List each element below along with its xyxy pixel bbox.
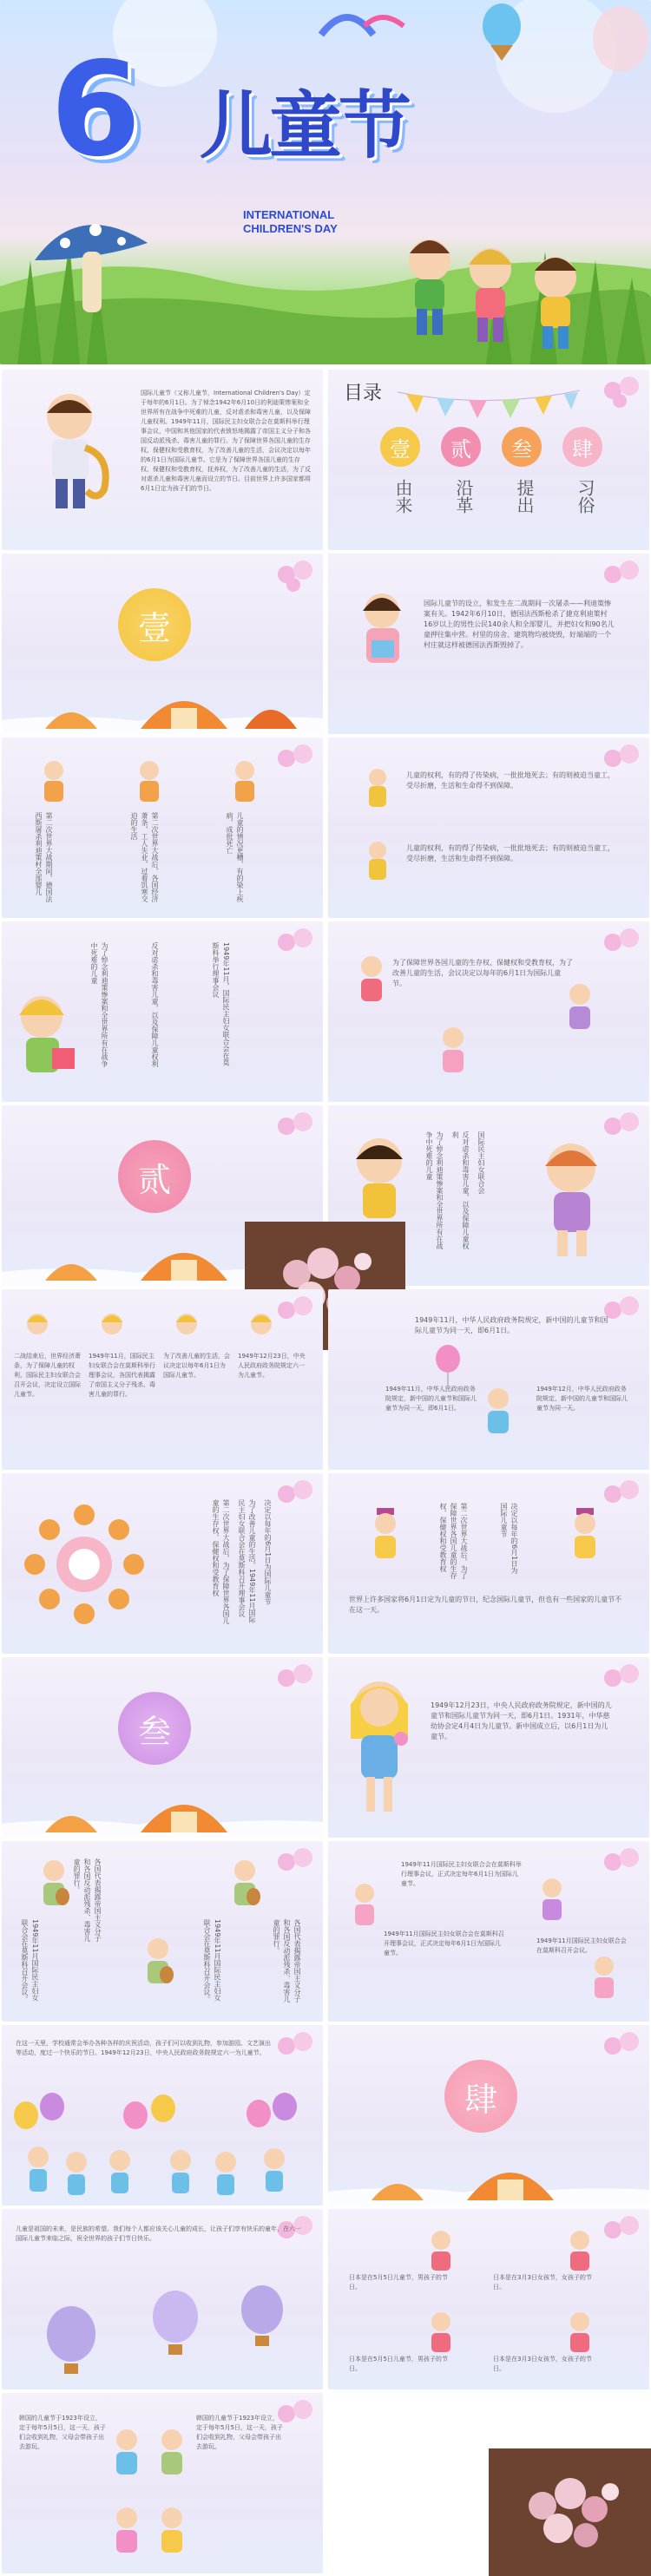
kid-icon [564,2228,595,2271]
kid-icon [132,758,167,805]
custom-item-1: 日本是在5月5日儿童节，男孩子的节日。 [349,2274,448,2291]
body-text: 儿童是祖国的未来，是民族的希望。我们每个人都应该关心儿童的成长，让孩子们享有快乐的童年，在六一国际儿童节来临之际，祝全世界的孩子们节日快乐。 [16,2225,301,2242]
col-text-2: 各国代表揭露帝国主义分子和各国反动派残杀、毒害儿童的罪行。 [73,1858,102,1942]
decor-dots [269,2032,316,2067]
toc-item-1[interactable]: 由来 [392,479,413,514]
col-text-3: 国际民主妇女联合会 [477,1131,485,1194]
toc-title: 目录 [344,383,383,404]
balloon-row-slide [2,2025,323,2206]
balloon-kids-slide [328,1289,649,1470]
section-one-slide [2,554,323,734]
custom-item-2: 日本是在3月3日女孩节，女孩子的节日。 [493,2274,592,2291]
section-three-numeral: 叁 [118,1692,191,1765]
bottom-text: 世界上许多国家将6月1日定为儿童的节日，纪念国际儿童节，但也有一些国家的儿童节不在这一天。 [349,1596,622,1614]
kid-icon [97,1310,127,1345]
guitar-kid-icon [227,1858,262,1911]
decor-dots [269,1480,316,1515]
kid-icon [36,758,71,805]
decor-dots [595,560,642,595]
block-text-2: 1949年11月国际民主妇女联合会在莫斯科召开理事会议，正式决定每年6月1日为国际儿童节。 [384,1930,504,1957]
cover-number: 6 [50,35,141,186]
boy-illustration [349,1135,410,1222]
kid-icon [109,2506,144,2558]
block-text-1: 1949年11月，中华人民政府政务院规定，新中国的儿童节和国际儿童节为同一天，即6月1日。 [385,1386,477,1412]
cheer-kids-slide [328,921,649,1102]
decor-dots [269,560,316,595]
toc-numeral-4: 肆 [562,427,602,467]
flower-girl-slide [328,1657,649,1838]
toc-numeral-1: 壹 [380,427,420,467]
decor-dots [269,1848,316,1883]
kid-icon [247,1310,276,1345]
item-text-1: 儿童的权利，有的得了传染病，一批批地死去；有的则被迫当童工，受尽折磨，生活和生命得不到保障。 [406,771,615,790]
kid-icon [562,982,597,1034]
col-text-3: 儿童的情况更糟，有的染上疾病，成批死亡 [226,812,244,902]
guitar-kids-slide [2,1841,323,2022]
decor-dots [595,928,642,963]
col-text-4: 1949年12月23日，中央人民政府政务院规定六一为儿童节。 [238,1353,306,1379]
flower-bouquet-image [489,2448,651,2576]
dancing-girl-illustration [528,1140,615,1262]
bunting [398,387,580,422]
decor-dots [269,1112,316,1147]
kid-icon [425,2310,457,2353]
section-four-numeral: 肆 [444,2060,517,2133]
mushroom-houses [10,1777,314,1832]
kid-icon [227,758,262,805]
toc-item-2[interactable]: 沿革 [453,479,474,514]
custom-item-3: 日本是在5月5日儿童节，男孩子的节日。 [349,2356,448,2372]
kid-icon [589,1954,620,2001]
kid-icon [564,2310,595,2353]
intro-text: 国际儿童节（又称儿童节，International Children's Day）定于每年的6月1日。为了悼念1942年6月10日的利迪策惨案和全世界所有在战争中死难的儿童，反对虐杀和毒害儿童，以及保障儿童权利。1949年11月，国际民主妇女联合会在莫斯科举行理事会议，中国和其他国家的代表愤怒地揭露了帝国主义分子和各国反动派残杀、毒害儿童的罪行。为了保障世界各国儿童的生存权、保健权和受教育权，为了改善儿童的生活，会议决定以每年的6月1日为国际儿童节。它是为了保障世界各国儿童的生存权、保健权和受教育权，抚养权，为了改善儿童的生活，为了反对虐杀儿童和毒害儿童而设立的节日。目前世界上许多国家都将6月1日定为孩子们的节日。 [141,390,311,492]
origin-slide [328,554,649,734]
kids-with-balloons-illustration [7,2089,319,2199]
cover-subtitle-1: INTERNATIONAL [243,208,335,221]
girl-with-gift-illustration [7,991,80,1095]
three-kids-slide [2,737,323,918]
section-two-numeral: 贰 [118,1140,191,1213]
col-text-4: 各国代表揭露帝国主义分子和各国反动派残杀、毒害儿童的罪行。 [273,1919,301,2002]
section-three-slide [2,1657,323,1838]
flag-kids-slide [328,1473,649,1654]
toc-item-4[interactable]: 习俗 [575,479,595,514]
col-text-2: 第二次世界大战后，各国经济萧条，工人失业，过着饥寒交迫的生活 [130,812,159,902]
guitar-kid-icon [36,1858,71,1911]
block-text-2: 1949年12月，中华人民政府政务院规定，新中国的儿童节和国际儿童节为同一天。 [536,1386,628,1412]
cover-title: 儿童节 [200,83,409,168]
customs-list-slide [328,2209,649,2389]
col-text-2: 韩国的儿童节于1923年设立，定于每年5月5日，这一天，孩子们会收到礼物，父母会带孩子出去游玩。 [196,2415,283,2450]
cover-slide [0,0,651,364]
kid-icon [109,2428,144,2480]
col-text-3: 决定以每年的6月1日为国际儿童节 [264,1499,272,1606]
col-text-1: 韩国的儿童节于1923年设立，定于每年5月5日，这一天，孩子们会收到礼物，父母会带孩子出去游玩。 [19,2415,106,2450]
col-text-1: 二战结束后，世界经济萧条，为了保障儿童的权利，国际民主妇女联合会召开会议，决定设立国际儿童节。 [14,1353,81,1398]
col-text-2: 反对虐杀和毒害儿童，以及保障儿童权利 [151,942,159,1067]
kid-icon [363,767,392,810]
col-text-2: 1949年11月，国际民主妇女联合会在莫斯科举行理事会议，各国代表揭露了帝国主义分子残杀、毒害儿童的罪行。 [89,1353,155,1398]
girl-with-flower-illustration [340,1669,418,1825]
kid-icon [155,2506,189,2558]
body-text: 为了保障世界各国儿童的生存权、保健权和受教育权，为了改善儿童的生活，会议决定以每年的6月1日为国际儿童节。 [392,959,573,987]
mushroom-houses [337,2145,641,2200]
decor-dots [595,1480,642,1515]
col-text-2: 为了改善儿童的生活，1949年11月国际民主妇女联合会在莫斯科召开理事会议 [238,1499,256,1623]
col-text-2: 反对虐杀和毒害儿童，以及保障儿童权利 [451,1131,470,1249]
kid-icon [425,2228,457,2271]
block-text-1: 1949年11月国际民主妇女联合会在莫斯科举行理事会议，正式决定每年6月1日为国际儿童节。 [401,1861,522,1887]
col-text-3: 1949年11月国际民主妇女联合会在莫斯科召开会议。 [203,1919,221,2002]
middle-vertical-1: 第二次世界大战后，为了保障世界各国儿童的生存权、保健权和受教育权 [439,1503,468,1579]
toc-numeral-2: 贰 [441,427,481,467]
flower-photo [489,2448,651,2576]
kid-icon [536,1876,568,1923]
col-text-3: 1949年11月，国际民主妇女联合会在莫斯科举行理事会议 [212,942,230,1066]
intro-slide [2,370,323,550]
two-kids-slide [328,737,649,918]
mushroom-houses [10,673,314,729]
col-text-1: 为了悼念利迪策惨案和全世界所有在战争中死难的儿童 [90,942,108,1067]
item-text-2: 儿童的权利，有的得了传染病，一批批地死去；有的则被迫当童工，受尽折磨，生活和生命得不到保障。 [406,844,615,862]
saxophone-kid-illustration [24,387,120,517]
col-text-1: 1949年11月国际民主妇女联合会在莫斯科召开会议。 [21,1919,39,2002]
gift-girl-slide [2,921,323,1102]
body-text: 在这一天里，学校通常会举办各种各样的庆祝活动，孩子们可以收到礼物，参加游园、文艺演出等活动，度过一个快乐的节日。1949年12月23日，中央人民政府政务院规定六一为儿童节。 [16,2040,271,2056]
custom-item-4: 日本是在3月3日女孩节，女孩子的节日。 [493,2356,592,2372]
section-four-slide [328,2025,649,2206]
decor-dots [269,1296,316,1331]
korea-custom-slide [2,2393,323,2573]
decor-dots [595,1664,642,1699]
girl-with-book-illustration [352,588,413,684]
kid-icon [436,1026,470,1078]
decor-dots [595,2216,642,2251]
block-text-3: 1949年11月国际民主妇女联合会在莫斯科召开会议。 [536,1937,627,1954]
origin-text: 国际儿童节的设立，和发生在二战期间一次屠杀——利迪策惨案有关。1942年6月10日，德国法西斯枪杀了捷克利迪策村16岁以上的男性公民140余人和全部婴儿，并把妇女和90名儿童押往集中营。村里的房舍、建筑物均被烧毁，好端端的一个村庄就这样被德国法西斯毁掉了。 [424,600,615,649]
toc-slide [328,370,649,550]
middle-vertical-2: 决定以每年的6月1日为国际儿童节 [500,1503,518,1575]
decor-dots [269,1664,316,1699]
hot-air-balloons [36,2282,297,2377]
kid-icon [349,1881,380,1928]
circle-kids-slide [2,1473,323,1654]
body-text: 1949年12月23日，中央人民政府政务院规定，新中国的儿童节和国际儿童节为同一天，即6月1日。1931年，中华慈幼协会定4月4日为儿童节。新中国成立后，以6月1日为儿童节。 [431,1701,612,1740]
cover-subtitle-2: CHILDREN'S DAY [243,222,338,235]
top-text: 1949年11月，中华人民政府政务院规定，新中国的儿童节和国际儿童节为同一天，即6月1日。 [415,1316,608,1334]
kid-icon [481,1386,516,1439]
balloon-icon [432,1345,464,1388]
toc-numeral-3: 叁 [502,427,542,467]
kids-circle-illustration [19,1499,149,1629]
kid-icon [23,1310,52,1345]
col-text-1: 为了悼念利迪策惨案和全世界所有在战争中死难的儿童 [425,1131,444,1249]
guitar-kid-icon [141,1937,175,1989]
decor-dots [269,744,316,779]
decor-dots [595,377,642,411]
decor-dots [269,928,316,963]
toc-item-3[interactable]: 提出 [514,479,535,514]
decor-dots [595,2032,642,2067]
kid-icon [172,1310,201,1345]
four-column-slide [2,1289,323,1470]
kid-icon [568,1508,602,1563]
kid-icon [368,1508,403,1563]
section-one-numeral: 壹 [118,588,191,661]
kid-icon [363,840,392,883]
info-blocks-slide [328,1841,649,2022]
col-text-1: 第二次世界大战后，为了保障世界各国儿童的生存权、保健权和受教育权 [212,1499,230,1624]
col-text-1: 第二次世界大战期间，德国法西斯屠杀利迪策村全部婴儿 [35,812,53,902]
kid-icon [155,2428,189,2480]
hot-air-balloon-slide [2,2209,323,2389]
kid-icon [354,954,389,1006]
col-text-3: 为了改善儿童的生活，会议决定以每年6月1日为国际儿童节。 [163,1353,230,1379]
decor-dots [595,1848,642,1883]
